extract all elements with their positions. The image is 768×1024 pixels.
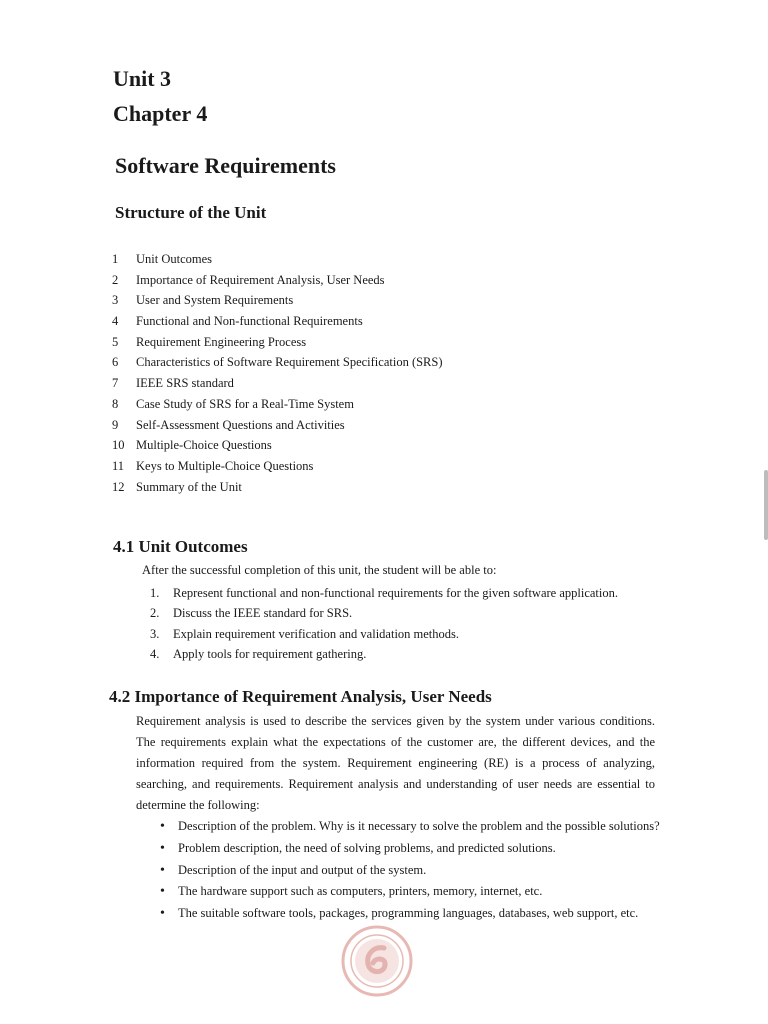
- toc-number: 8: [112, 396, 119, 411]
- outcome-number: 3.: [150, 626, 160, 641]
- toc-label: Characteristics of Software Requirement Specification (SRS): [136, 355, 443, 370]
- paragraph-line: determine the following:: [136, 797, 260, 812]
- toc-item: [112, 415, 443, 436]
- outcome-text: Explain requirement verification and validation methods.: [173, 626, 460, 641]
- outcome-text: Represent functional and non-functional requirements for the given software application.: [173, 586, 618, 600]
- toc-item: [112, 352, 443, 373]
- toc-item: [112, 311, 443, 332]
- outcome-item: [150, 583, 618, 603]
- bullet-text: Description of the problem. Why is it necessary to solve the problem and the possible solutions?: [178, 819, 660, 833]
- bullet-icon: •: [160, 840, 165, 856]
- toc-label: Importance of Requirement Analysis, User Needs: [136, 272, 385, 287]
- toc-item: [112, 456, 443, 477]
- toc-item: [112, 373, 443, 394]
- unit-structure-list: [112, 249, 443, 497]
- toc-number: 6: [112, 355, 119, 370]
- toc-number: 11: [112, 458, 125, 473]
- toc-item: [112, 249, 443, 270]
- unit-title: Unit 3: [113, 66, 172, 91]
- section-heading-4-1: 4.1 Unit Outcomes: [113, 537, 248, 556]
- bullet-text: The suitable software tools, packages, programming languages, databases, web support, etc.: [178, 906, 639, 921]
- outcomes-list: [150, 583, 618, 664]
- chapter-number: Chapter 4: [113, 101, 208, 126]
- toc-label: IEEE SRS standard: [136, 376, 234, 391]
- toc-label: Multiple-Choice Questions: [136, 438, 272, 453]
- toc-item: [112, 332, 443, 353]
- scrollbar-thumb[interactable]: [764, 470, 768, 540]
- toc-number: 7: [112, 376, 119, 391]
- bullet-icon: •: [160, 906, 165, 922]
- outcome-item: [150, 644, 618, 664]
- outcome-number: 2.: [150, 606, 160, 621]
- requirement-analysis-paragraph: [136, 711, 655, 815]
- section-heading-4-2: 4.2 Importance of Requirement Analysis, User Needs: [109, 687, 492, 706]
- bullet-item: [160, 838, 660, 860]
- toc-number: 1: [112, 252, 119, 266]
- bullet-item: [160, 881, 660, 903]
- toc-number: 3: [112, 293, 119, 308]
- toc-label: Case Study of SRS for a Real-Time System: [136, 396, 354, 411]
- outcome-item: [150, 603, 618, 623]
- toc-label: Unit Outcomes: [136, 252, 213, 266]
- outcome-text: Discuss the IEEE standard for SRS.: [173, 606, 353, 621]
- toc-number: 2: [112, 272, 119, 287]
- bullet-text: The hardware support such as computers, printers, memory, internet, etc.: [178, 884, 543, 899]
- toc-label: Self-Assessment Questions and Activities: [136, 417, 345, 432]
- paragraph-line: information required from the system. Requirement engineering (RE) is a process of analyzing,: [136, 755, 655, 770]
- toc-number: 4: [112, 314, 119, 329]
- bullet-item: [160, 903, 660, 925]
- bullet-icon: •: [160, 884, 165, 900]
- toc-item: [112, 290, 443, 311]
- paragraph-line: The requirements explain what the expectations of the customer are, the different devices, and the: [136, 734, 655, 749]
- outcome-item: [150, 624, 618, 644]
- toc-item: [112, 270, 443, 291]
- bullet-icon: •: [160, 862, 165, 878]
- toc-label: Requirement Engineering Process: [136, 334, 307, 349]
- structure-heading: Structure of the Unit: [115, 203, 267, 222]
- toc-item: [112, 477, 443, 498]
- toc-label: Summary of the Unit: [136, 479, 242, 494]
- outcome-number: 1.: [150, 586, 160, 600]
- toc-number: 12: [112, 479, 125, 494]
- paragraph-line: Requirement analysis is used to describe the services given by the system under various conditions.: [136, 714, 655, 728]
- outcome-text: Apply tools for requirement gathering.: [173, 646, 367, 661]
- needs-bullet-list: [160, 816, 660, 925]
- bullet-text: Description of the input and output of the system.: [178, 862, 427, 877]
- outcome-number: 4.: [150, 646, 160, 661]
- bullet-item: [160, 860, 660, 882]
- toc-number: 9: [112, 417, 119, 432]
- chapter-title: Software Requirements: [115, 153, 336, 178]
- outcomes-intro: After the successful completion of this unit, the student will be able to:: [142, 563, 497, 577]
- toc-label: Functional and Non-functional Requirements: [136, 314, 363, 329]
- bullet-icon: •: [160, 819, 165, 834]
- toc-label: User and System Requirements: [136, 293, 294, 308]
- toc-number: 10: [112, 438, 125, 453]
- bullet-text: Problem description, the need of solving problems, and predicted solutions.: [178, 840, 556, 855]
- toc-number: 5: [112, 334, 119, 349]
- publisher-seal-icon: [340, 924, 414, 998]
- paragraph-line: searching, and requirements. Requirement analysis and understanding of user needs are essential to: [136, 776, 655, 791]
- bullet-item: [160, 816, 660, 838]
- toc-label: Keys to Multiple-Choice Questions: [136, 458, 314, 473]
- toc-item: [112, 394, 443, 415]
- toc-item: [112, 435, 443, 456]
